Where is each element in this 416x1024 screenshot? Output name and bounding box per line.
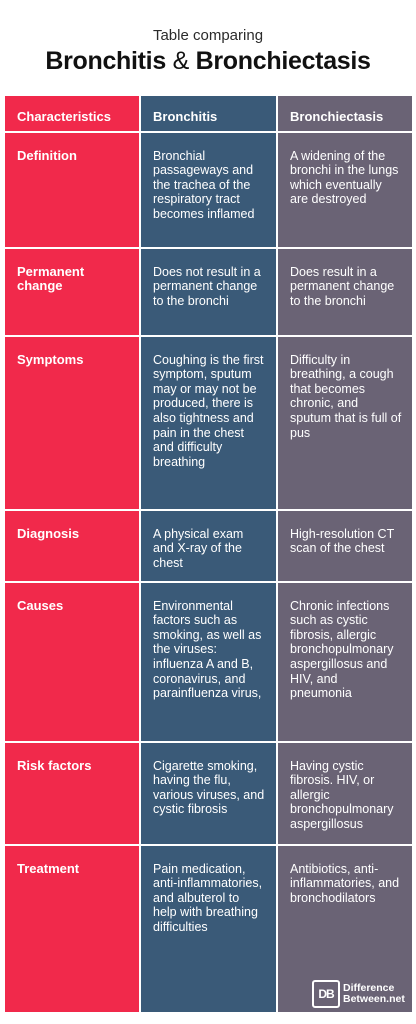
bronchiectasis-cell: Chronic infections such as cystic fibrosis, allergic bronchopulmonary aspergillosus and HIV, and pneumonia: [278, 583, 412, 741]
table-row: [5, 743, 412, 846]
bronchitis-cell: Coughing is the first symptom, sputum may or may not be produced, there is also tightness and pain in the chest and difficulty breathing: [141, 337, 278, 509]
title-left: Bronchitis: [45, 47, 166, 75]
site-logo: [312, 978, 408, 1010]
row-label: Risk factors: [5, 743, 141, 844]
table-row: [5, 583, 412, 743]
comparison-table: [5, 96, 412, 1012]
bronchiectasis-cell: High-resolution CT scan of the chest: [278, 511, 412, 581]
row-label: Permanent change: [5, 249, 141, 335]
row-label: Diagnosis: [5, 511, 141, 581]
bronchiectasis-cell: Does result in a permanent change to the bronchi: [278, 249, 412, 335]
row-label: Definition: [5, 133, 141, 247]
subtitle: Table comparing: [152, 27, 264, 44]
header: [0, 0, 416, 96]
bronchitis-cell: A physical exam and X-ray of the chest: [141, 511, 278, 581]
bronchitis-cell: Environmental factors such as smoking, as well as the viruses: influenza A and B, coronavirus, and parainfluenza virus,: [141, 583, 278, 741]
bronchitis-cell: Does not result in a permanent change to the bronchi: [141, 249, 278, 335]
bronchiectasis-cell: Having cystic fibrosis. HIV, or allergic bronchopulmonary aspergillosus: [278, 743, 412, 844]
bronchiectasis-cell: A widening of the bronchi in the lungs which eventually are destroyed: [278, 133, 412, 247]
column-header-characteristics: Characteristics: [5, 96, 141, 131]
logo-line-1: Difference: [343, 982, 395, 994]
title-ampersand: &: [172, 47, 189, 75]
bronchiectasis-cell: Difficulty in breathing, a cough that becomes chronic, and sputum that is full of pus: [278, 337, 412, 509]
bronchitis-cell: Cigarette smoking, having the flu, various viruses, and cystic fibrosis: [141, 743, 278, 844]
table-row: [5, 249, 412, 337]
column-header-bronchitis: Bronchitis: [141, 96, 278, 131]
row-label: Treatment: [5, 846, 141, 1012]
table-header-row: [5, 96, 412, 133]
row-label: Causes: [5, 583, 141, 741]
bronchiectasis-cell: Antibiotics, anti-inflammatories, and bronchodilators: [278, 846, 412, 1012]
row-label: Symptoms: [5, 337, 141, 509]
page-title: [0, 47, 416, 76]
logo-text: [343, 983, 405, 1005]
table-row: [5, 133, 412, 249]
title-right: Bronchiectasis: [195, 47, 371, 75]
table-row: [5, 337, 412, 511]
bronchitis-cell: Pain medication, anti-inflammatories, and albuterol to help with breathing difficulties: [141, 846, 278, 1012]
bronchitis-cell: Bronchial passageways and the trachea of the respiratory tract becomes inflamed: [141, 133, 278, 247]
column-header-bronchiectasis: Bronchiectasis: [278, 96, 412, 131]
table-row: [5, 511, 412, 583]
logo-line-2: Between.net: [343, 993, 405, 1005]
logo-mark: DB: [312, 980, 340, 1008]
